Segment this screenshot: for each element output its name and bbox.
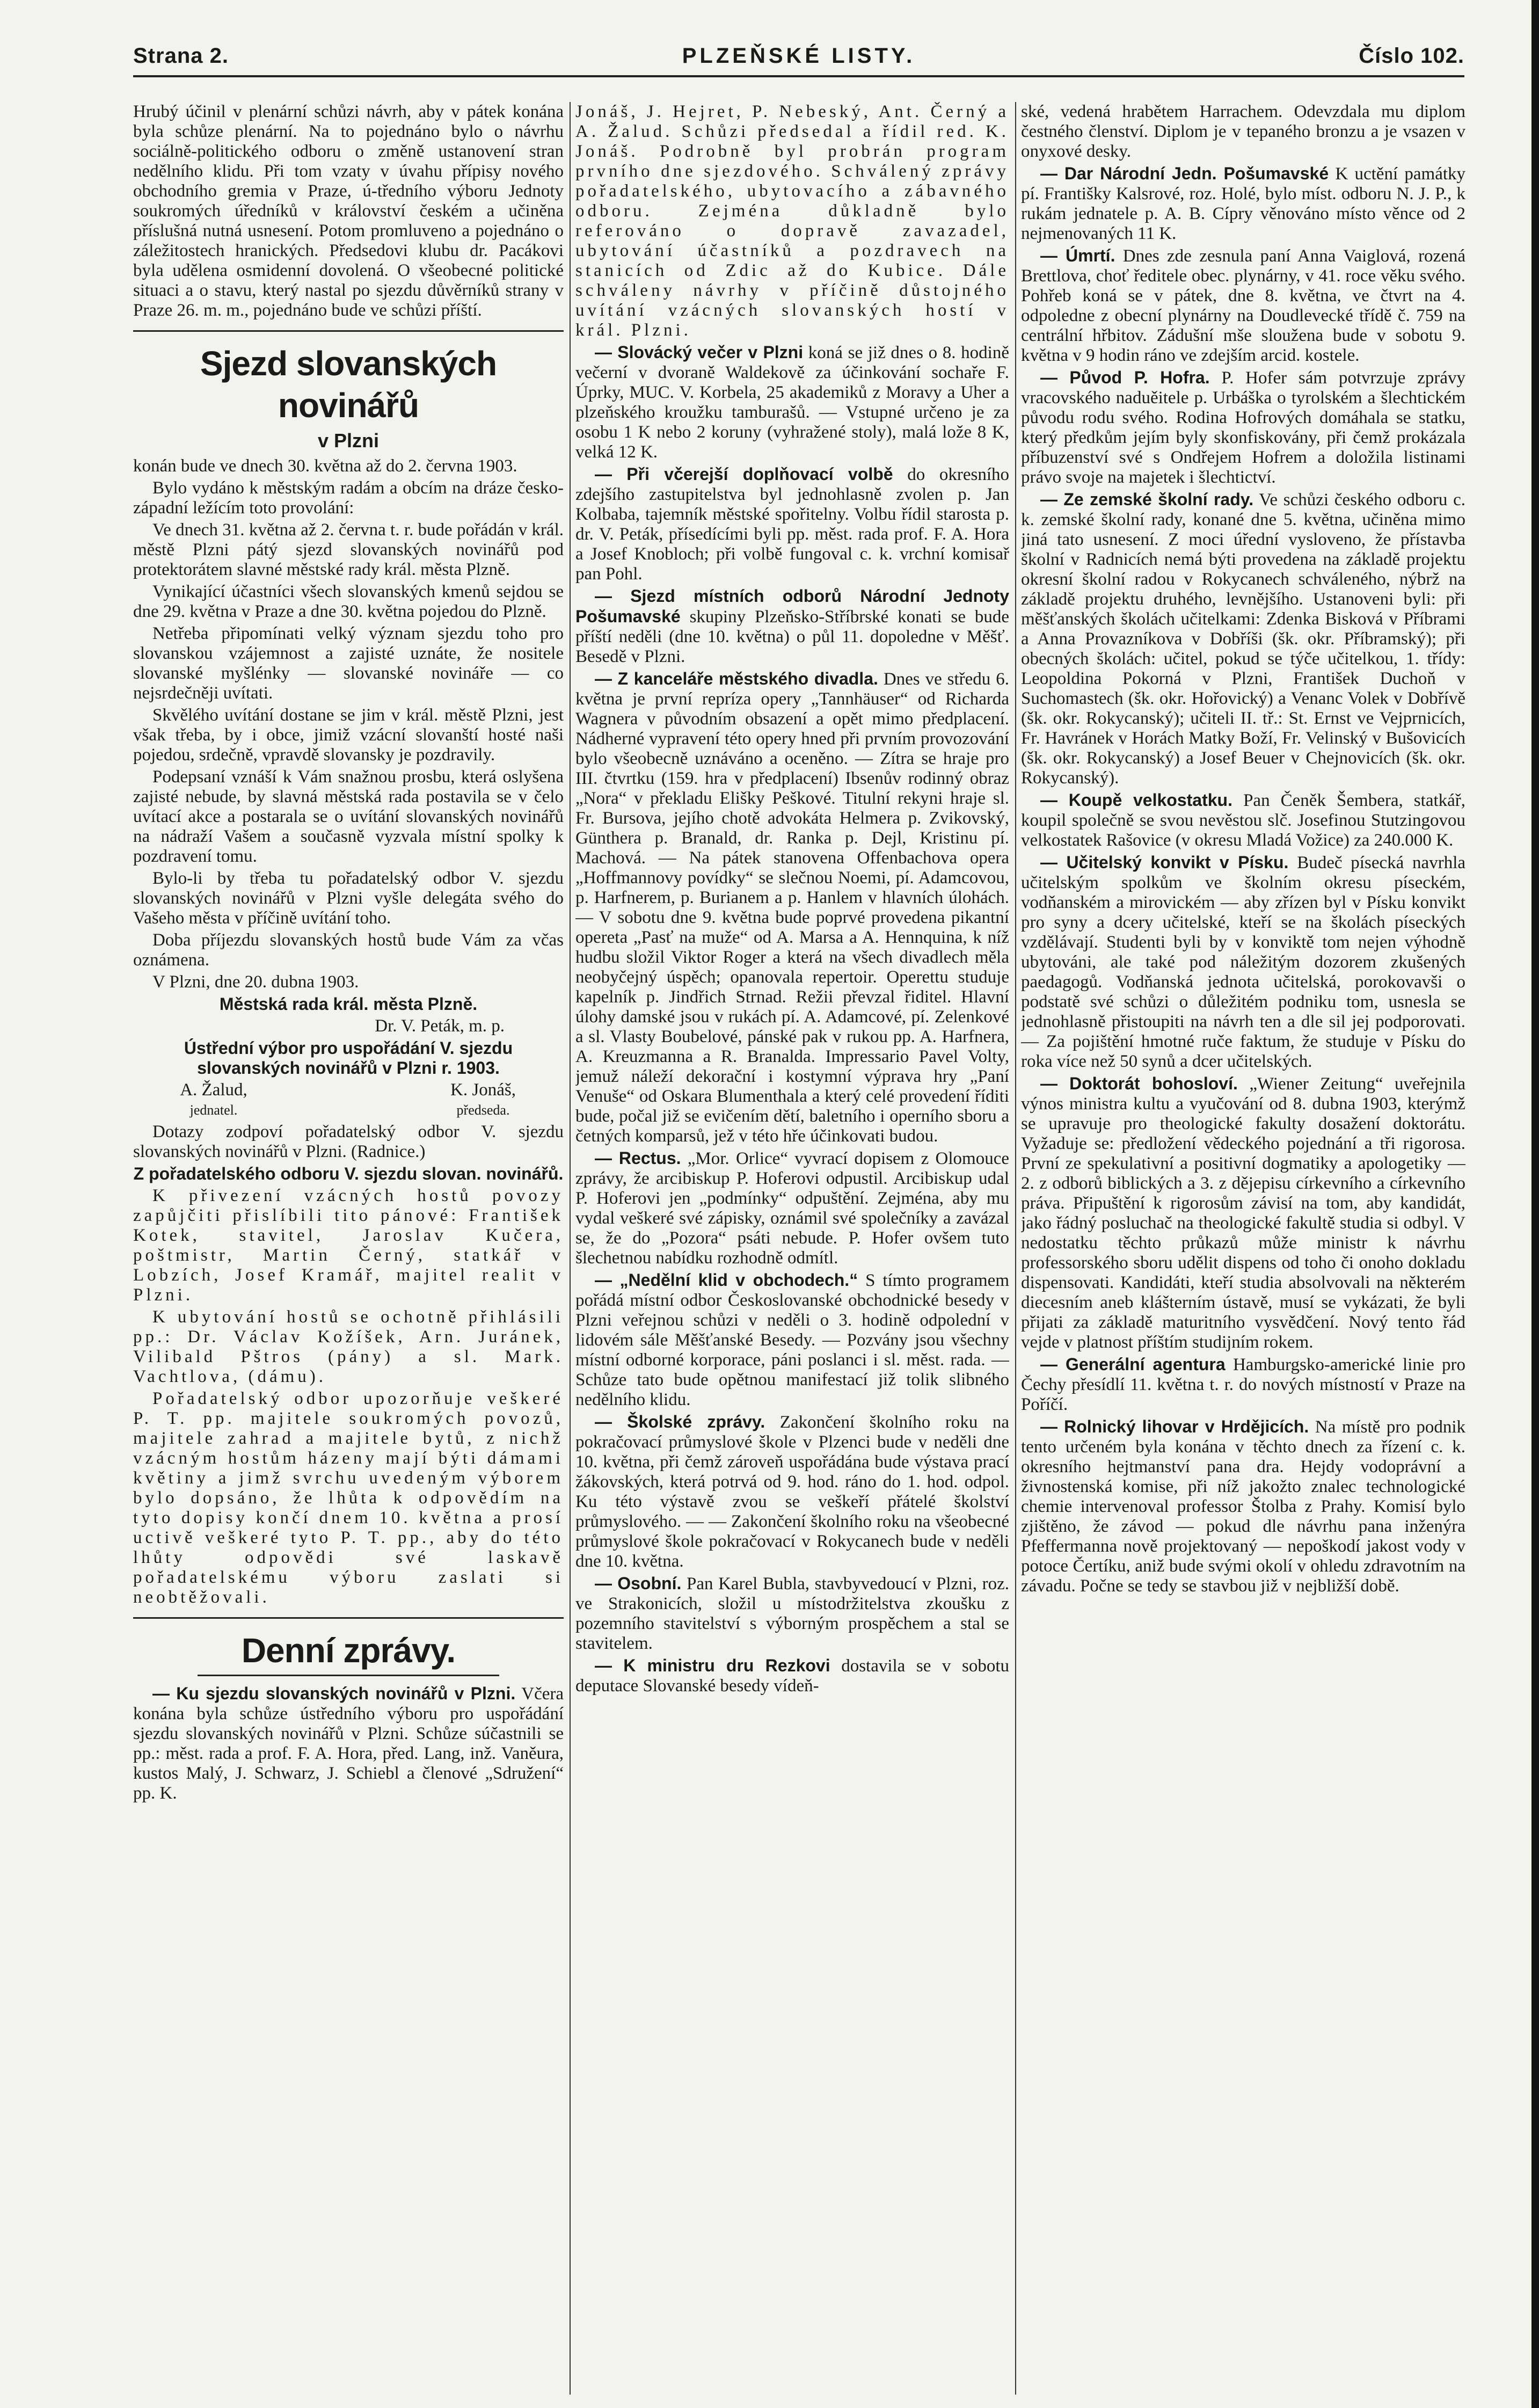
- article-paragraph: ské, vedená hrabětem Harrachem. Odevzdala mu diplom čestného členství. Diplom je v tepaného bronzu a je vsazen v onyxové desky.: [1021, 102, 1465, 161]
- news-text: Hamburgsko-americké linie pro Čechy přesídlí 11. května t. r. do nových místností v Praze na Poříčí.: [1021, 1355, 1465, 1414]
- newspaper-title: PLZEŇSKÉ LISTY.: [682, 44, 916, 68]
- news-text: „Wiener Zeitung“ uveřejnila výnos ministra kultu a vyučování od 8. dubna 1903, kterýmž se upravuje pro theologické fakulty dosažení doktorátu. Vyžaduje se: předložení vědeckého pojednání a tři rigorosa. První ze spekulativní a positivní dogmatiky a apologetiky — 2. z odborů biblických a 3. z dějepisu církevního a církevního práva. Připuštění k rigorosům závisí na tom, aby kandidát, jako řádný posluchač na theologické fakultě studia si odbyl. V nedostatku těchto průkazů může ministr k návrhu professorského sboru udělit dispens od toho či onoho dokladu dispensovati. Kandidáti, kteří studia absolvovali na některém diecesním aneb klášterním ústavě, musí se vykázati, že byli přijati za základě maturitního vysvědčení. Nový tento řád vejde v platnost příštím studijním rokem.: [1021, 1074, 1465, 1352]
- article-paragraph: K přivezení vzácných hostů povozy zapůjčiti přislíbili tito pánové: František Kotek, stavitel, Jaroslav Kučera, poštmistr, Martin Černý, statkář v Lobzích, Josef Kramář, majitel realit v Plzni.: [133, 1186, 564, 1305]
- section-headline: Denní zprávy.: [241, 1631, 456, 1670]
- date-line: V Plzni, dne 20. dubna 1903.: [152, 972, 359, 992]
- page-edge: [1531, 0, 1539, 2408]
- news-label: — Rolnický lihovar v Hrdějicích.: [1040, 1417, 1309, 1436]
- issue-number: Číslo 102.: [1359, 44, 1464, 68]
- news-label: — Ku sjezdu slovanských novinářů v Plzni.: [152, 1684, 516, 1703]
- news-text: S tímto programem pořádá místní odbor Českoslovanské obchodnické besedy v Plzni veřejnou schůzi v neděli o 3. hodině odpolední v lidovém sále Měšťanské Besedy. — Pozvány jsou všechny místní odborné korporace, páni poslanci i sl. měst. rada. — Schůze tato bude opětnou manifestací již tolik slibného nedělního klidu.: [575, 1271, 1009, 1409]
- divider: [133, 330, 564, 332]
- article-paragraph: Netřeba připomínati velký význam sjezdu toho pro slovanskou vzájemnost a zajisté uznáte, že nositele slovanské myšlénky — slovanské novináře — co nejsrdečněji uvítati.: [133, 624, 564, 703]
- section-heading: Z pořadatelského odboru V. sjezdu slovan. novinářů.: [133, 1164, 564, 1183]
- news-label: — Rectus.: [595, 1148, 681, 1168]
- news-text: Pan Karel Bubla, stavbyvedoucí v Plzni, roz. ve Strakonicích, složil u místodržitelstva zkoušku z pozemního stavitelství s výborným prospěchem a stal se stavitelem.: [575, 1574, 1009, 1653]
- council-signature: Městská rada král. města Plzně.: [219, 994, 478, 1014]
- news-label: — Při včerejší doplňovací volbě: [595, 464, 893, 484]
- column-3: [1021, 102, 1465, 2395]
- news-text: Včera konána byla schůze ústředního výboru pro uspořádání sjezdu slovanských novinářů v Plzni. Schůze súčastnili se pp.: měst. rada a prof. F. A. Hora, před. Lang, inž. Vaněura, kustos Malý, J. Schwarz, J. Schiebl a členové „Sdružení“ pp. K.: [133, 1684, 564, 1803]
- news-label: — Dar Národní Jedn. Pošumavské: [1040, 164, 1329, 183]
- article-paragraph: Bylo vydáno k městským radám a obcím na dráze česko-západní ležícím toto provolání:: [133, 478, 564, 518]
- signature-role: jednatel.: [189, 1102, 238, 1118]
- column-1: [133, 102, 564, 2395]
- news-text: K uctění památky pí. Františky Kalsrové, roz. Holé, bylo míst. odboru N. J. P., k rukám jednatele p. A. B. Cípry věnováno místo věnce od 2 nejmenovaných 11 K.: [1021, 164, 1465, 243]
- news-text: Dnes ve středu 6. května je první repríza opery „Tannhäuser“ od Richarda Wagnera v původním obsazení a opět mimo předplacení. Nádherné vypravení této opery hned při prvním provozování bylo všeobecně uznáváno a oceněno. — Zítra se hraje pro III. čtvrtku (159. hra v předplacení) Ibsenův rodinný obraz „Nora“ v překladu Elišky Peškové. Titulní rekyni hraje sl. Fr. Bursova, jejího chotě advokáta Helmera p. Zvikovský, Günthera p. Branald, dr. Ranka p. Dejl, Kristinu pí. Machová. — Na pátek stanovena Offenbachova opera „Hoffmannovy povídky“ se slečnou Noemi, pí. Adamcovou, p. Harfnerem, p. Burianem a p. Hanlem v hlavních úlohách. — V sobotu dne 9. května bude poprvé provedena pikantní opereta „Pasť na muže“ od A. Marsa a A. Hennquina, k níž hudbu složil Viktor Roger a která na všech divadlech měla neobyčejný úspěch; opanovala repertoir. Operettu studuje kapelník p. Jindřich Strnad. Režii převzal řiditel. Hlavní úlohy damské jsou v rukách pí. A. Adamcové, pí. Zelenkové a sl. Vlasty Boubelové, pánské pak v rukou pp. A. Harfnera, A. Kreuzmanna a R. Branalda. Impressario Pavel Volty, jemuž náleží dekorační i kostymní výprava hry „Paní Venuše“ od Oskara Blumenthala a který celé provedení říditi bude, počal již se evičením dětí, baletního i operního sboru a četných komparsů, jež v této hře účinkovati budou.: [575, 670, 1009, 1146]
- article-paragraph: Dotazy zodpoví pořadatelský odbor V. sjezdu slovanských novinářů v Plzni. (Radnice.): [133, 1122, 564, 1161]
- news-text: P. Hofer sám potvrzuje zprávy vracovského naduěitele p. Urbáška o tyrolském a šlechtickém původu rodu svého. Rodina Hofrových domáhala se statku, který předkům jejím byly skonfiskovány, při čemž prokázala příbuzenství své s Ondřejem Hofrem a doložila listinami právo svoje na majetek i šlechtictví.: [1021, 368, 1465, 487]
- news-label: — Sjezd místních odborů Národní Jednoty Pošumavské: [575, 586, 1009, 626]
- article-paragraph: konán bude ve dnech 30. května až do 2. června 1903.: [133, 456, 517, 476]
- article-headline: Sjezd slovanských novinářů: [200, 344, 497, 425]
- news-label: — Ze zemské školní rady.: [1040, 490, 1254, 509]
- news-label: — Původ P. Hofra.: [1040, 368, 1210, 387]
- news-text: Zakončení školního roku na pokračovací průmyslové škole v Plzenci bude v neděli dne 10. května, při čemž zároveň uspořádána bude výstava prací žákovských, která potrvá od 9. hod. ráno do 1. hod. odpol. Ku této výstavě zvou se veškeří přátelé školství průmyslového. — — Zakončení školního roku na všeobecné průmyslové škole pokračovací v Rokycanech bude v neděli dne 10. května.: [575, 1413, 1009, 1571]
- news-text: koná se již dnes o 8. hodině večerní v dvoraně Waldekově za účinkování sochaře F. Úprky, MUC. V. Korbela, 25 akademiků z Moravy a Uher a plzeňského kroužku tamburašů. — Vstupné určeno je za osobu 1 K nebo 2 koruny (vyhražené stoly), malá lože 8 K, velká 12 K.: [575, 343, 1009, 462]
- news-label: — Osobní.: [595, 1574, 682, 1593]
- article-subheadline: v Plzni: [317, 430, 380, 452]
- divider: [198, 1675, 499, 1676]
- news-label: — Generální agentura: [1040, 1355, 1226, 1374]
- news-label: — Doktorát bohosloví.: [1040, 1074, 1238, 1093]
- news-label: — „Nedělní klid v obchodech.“: [595, 1270, 858, 1290]
- column-2: [575, 102, 1009, 2395]
- signatures: [133, 1080, 564, 1120]
- news-label: — Školské zprávy.: [595, 1412, 765, 1431]
- news-text: „Mor. Orlice“ vyvrací dopisem z Olomouce zprávy, že arcibiskup P. Hoferovi odpustil. Arcibiskup udal P. Hoferovi jen „podmínky“ odpuštění. Zejména, aby mu vydal veškeré své zápisky, oznámil své společníky a zavázal se, že do „Pozora“ psáti nebude. P. Hofer ovšem tuto šlechetnou nabídku rozhodně odmítl.: [575, 1149, 1009, 1268]
- news-label: — Slovácký večer v Plzni: [595, 343, 804, 362]
- news-text: Budeč písecká navrhla učitelským spolkům ve školním okresu píseckém, vodňanském a mirovickém — aby zřízen byl v Písku konvikt pro syny a dcery učitelské, kteří se na školách píseckých vzdělávají. Studenti byli by v konviktě tom nejen výhodně ubytováni, ale také pod náležitým dozorem zkušených paedagogů. Vodňanská jednota učitelská, porokovavši o podstatě své schůzi o důležitém podniku tom, usnesla se jednohlasně přistoupiti na návrh ten a dle sil jej podporovati. — Za pojištění hmotné ruče faktum, že studuje v Písku do roka více než 50 synů a dcer učitelských.: [1021, 853, 1465, 1071]
- news-text: dostavila se v sobotu deputace Slovanské besedy vídeň-: [575, 1656, 1009, 1696]
- signature-role: předseda.: [456, 1102, 510, 1118]
- column-divider: [1015, 102, 1016, 2395]
- divider: [133, 1617, 564, 1619]
- news-label: — Z kanceláře městského divadla.: [595, 669, 878, 688]
- mayor-signature: Dr. V. Peták, m. p.: [375, 1016, 505, 1036]
- article-paragraph: Pořadatelský odbor upozorňuje veškeré P. T. pp. majitele soukromých povozů, majitele zahrad a majitele bytů, z nichž vzácným hostům házeny mají býti dámami květiny a jimž svrchu uvedeným výborem bylo dopsáno, že lhůta k odpovědím na tyto dopisy končí dnem 10. května a prosí uctivě veškeré tyto P. T. pp., aby do této lhůty odpovědi své laskavě pořadatelskému výboru zaslati si neobtěžovali.: [133, 1389, 564, 1607]
- article-paragraph: K ubytování hostů se ochotně přihlásili pp.: Dr. Václav Kožíšek, Arn. Juránek, Vilibald Pštros (pány) a sl. Mark. Vachtlova, (dámu).: [133, 1307, 564, 1386]
- signature-right: [403, 1080, 564, 1120]
- committee-title: Ústřední výbor pro uspořádání V. sjezdu slovanských novinářů v Plzni r. 1903.: [184, 1038, 513, 1078]
- news-label: — Koupě velkostatku.: [1040, 790, 1232, 810]
- column-divider: [570, 102, 571, 2395]
- news-text: Dnes zde zesnula paní Anna Vaiglová, rozená Brettlova, choť ředitele obec. plynárny, v 41. roce věku svého. Pohřeb koná se v pátek, dne 8. května, ve čtvrt na 4. odpoledne z obecní plynárny na Doudlevecké třídě č. 759 na centrální hřbitov. Zádušní mše sloužena bude v sobotu 9. května v 9 hodin ráno ve zdejším arcid. kostele.: [1021, 246, 1465, 365]
- article-paragraph: Vynikající účastníci všech slovanských kmenů sejdou se dne 29. května v Praze a dne 30. května pojedou do Plzně.: [133, 582, 564, 621]
- article-paragraph: Podepsaní vznáší k Vám snažnou prosbu, která oslyšena zajisté nebude, by slavná městská rada postavila se v čelo uvítací akce a postarala se o uvítání slovanských novinářů na nádraží Vašem a současně vyzvala místní spolky k pozdravení tomu.: [133, 767, 564, 866]
- article-paragraph: Doba příjezdu slovanských hostů bude Vám za včas oznámena.: [133, 930, 564, 970]
- news-text: Pan Čeněk Šembera, statkář, koupil společně se svou nevěstou slč. Josefinou Stutzingovou velkostatek Rašovice (v okresu Mladá Vožice) za 240.000 K.: [1021, 791, 1465, 850]
- article-paragraph: Ve dnech 31. května až 2. června t. r. bude pořádán v král. městě Plzni pátý sjezd slovanských novinářů pod protektorátem slavné městské rady král. města Plzně.: [133, 520, 564, 579]
- article-paragraph: Skvělého uvítání dostane se jim v král. městě Plzni, jest však třeba, by i obce, jimiž vzácní slovanští hosté naši pojedou, srdečně, vpravdě slovansky je pozdravily.: [133, 705, 564, 765]
- signature-name: A. Žalud,: [180, 1080, 247, 1100]
- article-paragraph: Jonáš, J. Hejret, P. Nebeský, Ant. Černý a A. Žalud. Schůzi předsedal a řídil red. K. Jonáš. Podrobně byl probrán program prvního dne sjezdového. Schválený zprávy pořadatelského, ubytovacího a zábavného odboru. Zejména důkladně bylo referováno o dopravě zavazadel, ubytování účastníků a pozdravech na stanicích od Zdic až do Kubice. Dále schváleny návrhy v příčině důstojného uvítání vzácných slovanských hostí v král. Plzni.: [575, 102, 1009, 340]
- page-header: [133, 37, 1464, 77]
- news-label: — Učitelský konvikt v Písku.: [1040, 853, 1289, 872]
- article-paragraph: Bylo-li by třeba tu pořadatelský odbor V. sjezdu slovanských novinářů v Plzni vyšle delegáta svého do Vašeho města v příčině uvítání toho.: [133, 869, 564, 928]
- news-label: — Úmrtí.: [1040, 246, 1115, 265]
- news-text: Ve schůzi českého odboru c. k. zemské školní rady, konané dne 5. května, učiněna mimo jiná tato usnesení. Z moci úřední vysloveno, že přístavba školní v Radnicích nemá býti provedena na základě projektu okresní školní radou v Rokycanech schváleného, nýbrž na základě projektu druhého, levnějšího. Ustanoveni byli: při měšťanských školách učitelkami: Zdenka Bisková v Příbrami a Anna Provazníkova v Dobříši (šk. okr. Příbramský); při obecných školách: učitel, pokud se týče učitelkou, 1. třídy: Leopoldina Pokorná v Plzni, František Duchoň v Suchomastech (šk. okr. Hořovický) a Venanc Volek v Dobřívě (šk. okr. Rokycanský); učiteli II. tř.: St. Ernst ve Vejprnicích, Fr. Havránek v Horách Matky Boží, Fr. Velinský v Bušovicích (šk. okr. Rokycanský) a Josef Beuer v Chejnovicích (šk. okr. Rokycanský).: [1021, 490, 1465, 788]
- news-label: — K ministru dru Rezkovi: [595, 1656, 830, 1675]
- news-text: do okresního zdejšího zastupitelstva byl jednohlasně zvolen p. Jan Kolbaba, tajemník městské spořitelny. Volbu řídil starosta p. dr. V. Peták, přísedícími byli pp. měst. rada prof. F. A. Hora a Josef Knobloch; při volbě fungoval c. k. vrchní komisař pan Pohl.: [575, 465, 1009, 584]
- page-number: Strana 2.: [133, 44, 229, 68]
- news-text: skupiny Plzeňsko-Stříbrské konati se bude příští neděli (dne 10. května) o půl 11. dopoledne v Měšť. Besedě v Plzni.: [575, 607, 1009, 666]
- signature-name: K. Jonáš,: [450, 1080, 516, 1100]
- news-text: Na místě pro podnik tento určeném byla konána v těchto dnech za řízení c. k. okresního hejtmanství pana dra. Hejdy vodoprávní a živnostenská komise, při níž jakožto znalec technologické chemie intervenoval professor Štolba z Prahy. Komisí bylo zjištěno, že závod — pokud dle návrhu pana inženýra Pfeffermanna nově projektovaný — nepoškodí jakost vody v potoce Čertíku, aniž bude svými okolí v ohledu zdravotním na závadu. Počne se tedy se stavbou již v nejbližší době.: [1021, 1417, 1465, 1596]
- article-paragraph: Hrubý účinil v plenární schůzi návrh, aby v pátek konána byla schůze plenární. Na to pojednáno bylo o návrhu sociálně-politického odboru o změně ustanovení stran nedělního klidu. Při tom vzaty v úvahu přípisy nového obchodního gremia v Praze, ú-tředního výboru Jednoty soukromých úředníků v království českém a učiněna příslušná nutná usnesení. Potom promluveno a pojednáno o záležitostech hranických. Předsedovi klubu dr. Pacákovi byla udělena osmidenní dovolená. O všeobecné politické situaci a o stavu, který nastal po sjezdu důvěrníků strany v Praze 26. m. m., pojednáno bude ve schůzi příští.: [133, 102, 564, 320]
- signature-left: [133, 1080, 294, 1120]
